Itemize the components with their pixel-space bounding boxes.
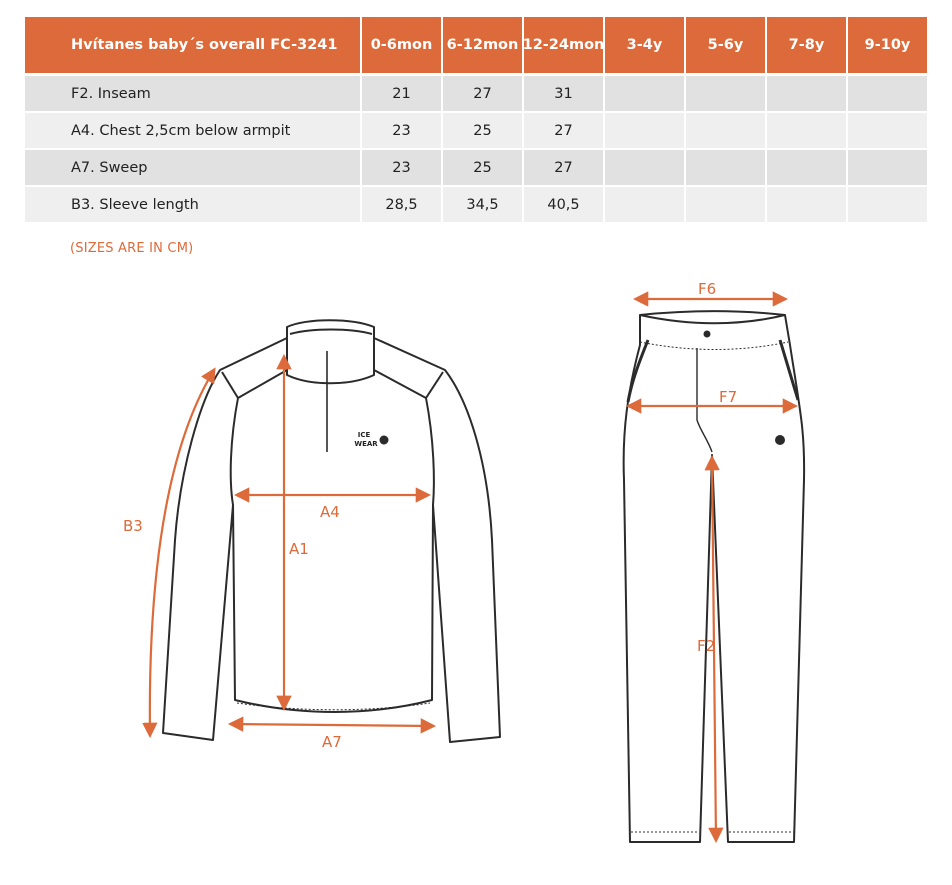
table-cell: 25 [443,113,522,148]
row-label: A7. Sweep [25,150,360,185]
snowflake-icon [775,435,785,445]
units-note: (SIZES ARE IN CM) [70,241,194,256]
label-f2: F2 [697,637,716,655]
label-f6: F6 [698,280,717,298]
table-cell: 23 [362,150,441,185]
row-label: A4. Chest 2,5cm below armpit [25,113,360,148]
table-title: Hvítanes baby´s overall FC-3241 [25,17,360,73]
table-cell: 25 [443,150,522,185]
label-a4: A4 [320,503,340,521]
table-cell: 27 [443,76,522,111]
table-cell: 40,5 [524,187,603,222]
label-b3: B3 [123,517,143,535]
table-cell: 23 [362,113,441,148]
table-cell: 34,5 [443,187,522,222]
label-a7: A7 [322,733,342,751]
svg-text:WEAR: WEAR [354,440,378,448]
size-header: 12-24mon [524,17,603,73]
table-cell: 27 [524,113,603,148]
size-header: 3-4y [605,17,684,73]
label-a1: A1 [289,540,309,558]
size-header: 5-6y [686,17,765,73]
shirt-drawing [163,320,500,742]
row-label: F2. Inseam [25,76,360,111]
row-label: B3. Sleeve length [25,187,360,222]
snowflake-icon [380,436,389,445]
table-cell: 27 [524,150,603,185]
table-cell: 21 [362,76,441,111]
size-header: 7-8y [767,17,846,73]
size-header: 0-6mon [362,17,441,73]
svg-text:ICE: ICE [357,431,371,439]
sweep-arrow [231,724,433,726]
label-f7: F7 [719,388,738,406]
table-cell: 31 [524,76,603,111]
table-cell: 28,5 [362,187,441,222]
size-header: 6-12mon [443,17,522,73]
size-header: 9-10y [848,17,927,73]
